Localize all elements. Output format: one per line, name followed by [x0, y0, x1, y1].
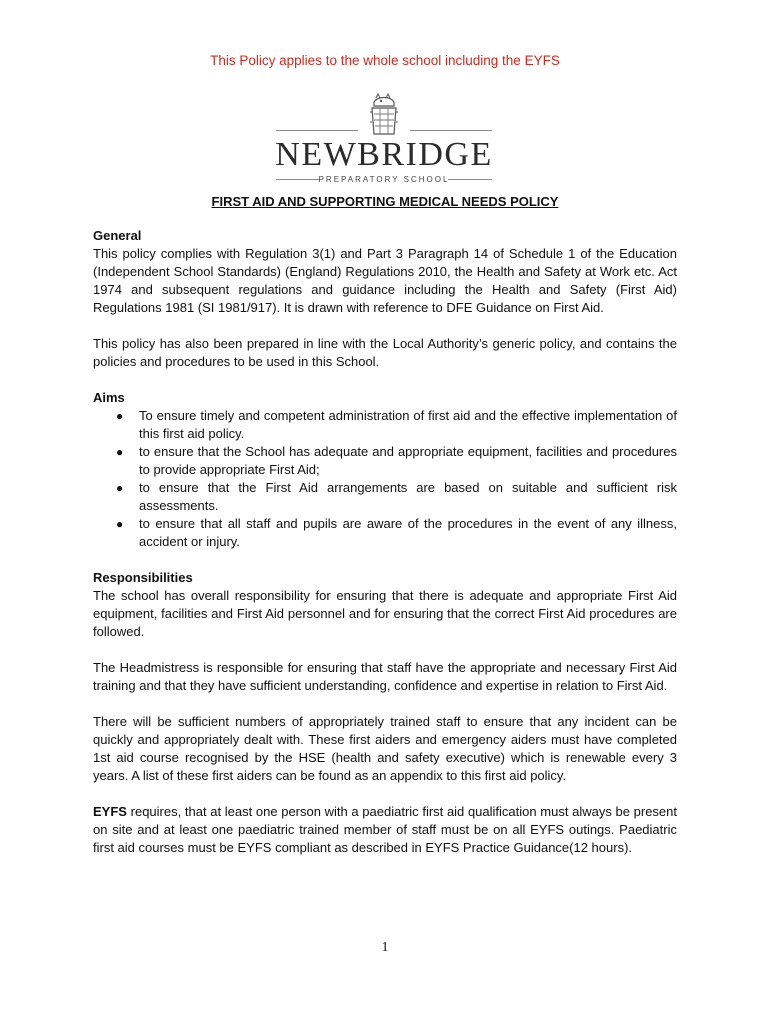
logo-rule-right — [410, 130, 492, 131]
list-item — [116, 515, 677, 551]
document-title: FIRST AID AND SUPPORTING MEDICAL NEEDS POLICY — [211, 194, 559, 209]
aim-text: to ensure that the School has adequate and appropriate equipment, facilities and procedures to provide appropriate First Aid; — [139, 444, 677, 477]
heading-responsibilities: Responsibilities — [93, 570, 193, 585]
list-item — [116, 443, 677, 479]
aim-text: to ensure that all staff and pupils are aware of the procedures in the event of any illness, accident or injury. — [139, 516, 677, 549]
logo-subtitle: PREPARATORY SCHOOL — [318, 175, 450, 184]
eyfs-paragraph — [93, 803, 677, 857]
bullet-icon: ● — [116, 517, 124, 531]
aims-list — [93, 407, 677, 551]
heading-aims: Aims — [93, 390, 125, 405]
heading-general: General — [93, 228, 142, 243]
logo-wordmark: NEWBRIDGE — [275, 136, 493, 173]
bullet-icon: ● — [116, 409, 124, 423]
bullet-icon: ● — [116, 481, 124, 495]
list-item — [116, 407, 677, 443]
responsibilities-paragraph-1: The school has overall responsibility for ensuring that there is adequate and appropriate First Aid equipment, facilities and First Aid personnel and for ensuring that the correct First Aid procedures are followed. — [93, 588, 677, 639]
eyfs-label: EYFS — [93, 804, 127, 819]
bullet-icon: ● — [116, 445, 124, 459]
document-body — [93, 227, 677, 875]
responsibilities-paragraph-2: The Headmistress is responsible for ensuring that staff have the appropriate and necessary First Aid training and that they have sufficient understanding, confidence and expertise in relation to First Aid. — [93, 660, 677, 693]
general-paragraph-2: This policy has also been prepared in line with the Local Authority’s generic policy, and contains the policies and procedures to be used in this School. — [93, 336, 677, 369]
list-item — [116, 479, 677, 515]
general-paragraph-1: This policy complies with Regulation 3(1) and Part 3 Paragraph 14 of Schedule 1 of the Education (Independent School Standards) (England) Regulations 2010, the Health and Safety at Work etc. Act 1974 and subsequent regulations and guidance including the Health and Safety (First Aid) Regulations 1981 (SI 1981/917). It is drawn with reference to DFE Guidance on First Aid. — [93, 246, 677, 315]
aim-text: To ensure timely and competent administration of first aid and the effective implementation of this first aid policy. — [139, 408, 677, 441]
aim-text: to ensure that the First Aid arrangements are based on suitable and sufficient risk assessments. — [139, 480, 677, 513]
eyfs-text: requires, that at least one person with a paediatric first aid qualification must always be present on site and at least one paediatric trained member of staff must be on all EYFS outings. Paediatric first aid courses must be EYFS compliant as described in EYFS Practice Guidance(12 hours). — [93, 804, 677, 855]
school-logo — [268, 92, 500, 188]
crest-icon — [360, 92, 408, 140]
responsibilities-paragraph-3: There will be sufficient numbers of appropriately trained staff to ensure that any incident can be quickly and appropriately dealt with. These first aiders and emergency aiders must have completed 1st aid course recognised by the HSE (health and safety executive) which is renewable every 3 years. A list of these first aiders can be found as an appendix to this first aid policy. — [93, 714, 677, 783]
scope-note: This Policy applies to the whole school including the EYFS — [210, 53, 560, 68]
page-number: 1 — [381, 940, 389, 955]
logo-rule-left — [276, 130, 358, 131]
